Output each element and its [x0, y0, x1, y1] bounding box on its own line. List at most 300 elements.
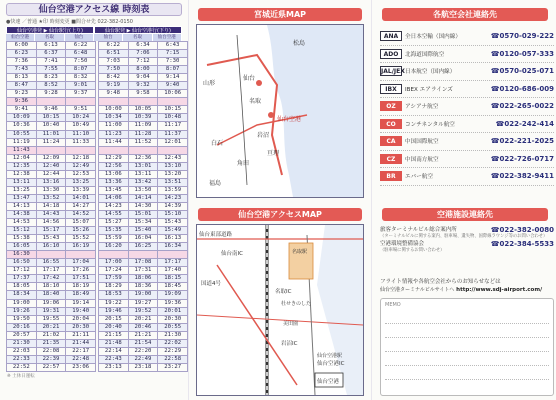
timetable-row: [7, 315, 188, 323]
timetable-cell: 15:10: [158, 210, 188, 218]
timetable-cell: 10:48: [158, 114, 188, 122]
timetable-cell: 12:40: [36, 162, 66, 170]
timetable-cell: 15:26: [66, 227, 96, 235]
timetable-cell: 23:06: [66, 363, 96, 371]
timetable-cell: 14:30: [128, 202, 158, 210]
airline-phone[interactable]: ☎0570-025-071: [490, 67, 554, 76]
timetable-cell: 12:56: [98, 162, 128, 170]
timetable-cell: 14:27: [66, 202, 96, 210]
timetable-cell: 7:41: [36, 58, 66, 66]
timetable-cell: 22:02: [158, 339, 188, 347]
timetable-cell: [128, 251, 158, 259]
timetable-cell: 17:08: [128, 259, 158, 267]
airline-code-badge: IBX: [380, 84, 402, 94]
timetable-cell: 20:21: [128, 315, 158, 323]
timetable-cell: [98, 98, 128, 106]
timetable-cell: 12:35: [7, 162, 37, 170]
airline-contact-row: [380, 46, 554, 64]
facility-description: （ターミナルビルに関する案内、駐車場、遺失物、国際線ラウンジ等のお問い合わせ）: [380, 234, 548, 239]
airline-contact-row: [380, 63, 554, 81]
timetable-cell: 18:06: [128, 275, 158, 283]
airline-code-badge: CA: [380, 136, 402, 146]
timetable-cell: 19:50: [7, 315, 37, 323]
timetable-cell: 20:21: [36, 323, 66, 331]
memo-line: [385, 323, 549, 324]
timetable-cell: 7:55: [36, 66, 66, 74]
timetable-cell: 12:09: [36, 154, 66, 162]
timetable-cell: 21:44: [66, 339, 96, 347]
timetable-cell: 20:30: [66, 323, 96, 331]
timetable-cell: 16:50: [7, 259, 37, 267]
airline-name: IBEX エアラインズ: [405, 86, 453, 93]
timetable-cell: 21:48: [98, 339, 128, 347]
timetable-cell: 10:49: [66, 122, 96, 130]
timetable-cell: 12:01: [158, 138, 188, 146]
timetable-table: [6, 41, 188, 372]
facility-phone[interactable]: ☎022-384-5533: [490, 240, 554, 248]
timetable-cell: 21:35: [36, 339, 66, 347]
timetable-cell: 18:40: [36, 291, 66, 299]
airline-phone[interactable]: ☎0570-029-222: [490, 32, 554, 41]
timetable-cell: 14:55: [98, 210, 128, 218]
timetable-cell: 19:36: [158, 299, 188, 307]
timetable-cell: 17:17: [36, 267, 66, 275]
fold-line: [371, 0, 372, 400]
timetable-cell: 15:43: [158, 219, 188, 227]
timetable-cell: 22:29: [158, 347, 188, 355]
timetable-row: [7, 283, 188, 291]
timetable-row: [7, 42, 188, 50]
airline-code-badge: CZ: [380, 154, 402, 164]
timetable-cell: 9:36: [7, 98, 37, 106]
timetable-row: [7, 251, 188, 259]
maps-panel: [190, 0, 370, 400]
timetable-cell: 13:50: [128, 186, 158, 194]
flight-info-line: フライト情報や各航空会社からのお知らせなどは: [380, 279, 501, 285]
timetable-cell: 11:43: [7, 146, 37, 154]
timetable-cell: 11:24: [36, 138, 66, 146]
timetable-row: [7, 267, 188, 275]
timetable-cell: 19:26: [7, 307, 37, 315]
timetable-row: [7, 98, 188, 106]
flight-info: [380, 278, 554, 294]
timetable-cell: 13:30: [36, 186, 66, 194]
timetable-cell: [98, 146, 128, 154]
timetable-cell: 20:01: [158, 307, 188, 315]
access-map: [196, 224, 364, 396]
airline-phone[interactable]: ☎022-242-414: [495, 119, 554, 128]
timetable-cell: 22:49: [128, 355, 158, 363]
timetable-cell: 15:07: [66, 219, 96, 227]
timetable-cell: 8:07: [158, 66, 188, 74]
timetable-cell: 20:16: [7, 323, 37, 331]
map-label: 角田: [237, 160, 250, 167]
timetable-cell: 7:15: [158, 50, 188, 58]
timetable-row: [7, 90, 188, 98]
timetable-cell: 14:01: [66, 194, 96, 202]
timetable-cell: 9:51: [66, 106, 96, 114]
airline-name: 全日本空輸（国内線）: [405, 34, 461, 41]
timetable-cell: 17:59: [98, 275, 128, 283]
timetable-cell: 7:06: [128, 50, 158, 58]
timetable-cell: 13:11: [7, 178, 37, 186]
airline-name: コンチネンタル航空: [405, 121, 455, 128]
timetable-cell: 19:06: [36, 299, 66, 307]
timetable-cell: 15:52: [66, 235, 96, 243]
timetable-cell: 10:55: [7, 130, 37, 138]
timetable-cell: 10:15: [158, 106, 188, 114]
timetable-cell: 10:05: [128, 106, 158, 114]
timetable-cell: 13:45: [98, 186, 128, 194]
timetable-cell: 12:43: [158, 154, 188, 162]
airline-contact-row: [380, 81, 554, 99]
timetable-cell: 19:27: [128, 299, 158, 307]
airlines-title: 各航空会社連絡先: [382, 8, 548, 21]
timetable-cell: 10:24: [66, 114, 96, 122]
timetable-cell: 12:38: [7, 170, 37, 178]
airline-contact-list: [380, 28, 554, 186]
timetable-row: [7, 355, 188, 363]
timetable-cell: 11:10: [66, 130, 96, 138]
airline-code-badge: CO: [380, 119, 402, 129]
timetable-cell: 14:56: [36, 219, 66, 227]
city-marker: [256, 80, 262, 86]
timetable-cell: 13:51: [158, 178, 188, 186]
timetable-cell: 13:16: [36, 178, 66, 186]
timetable-cell: 17:04: [66, 259, 96, 267]
timetable-legend: ●快速 ／普通 ★印 時刻変更 ■問合せ先 022-382-0150: [6, 19, 133, 25]
facility-description: （駐車場に関するお問い合わせ）: [380, 248, 445, 253]
airline-name: 中国国際航空: [405, 139, 439, 146]
timetable-cell: 22:58: [158, 355, 188, 363]
timetable-cell: 6:22: [66, 42, 96, 50]
timetable-cell: 11:44: [98, 138, 128, 146]
timetable-cell: 13:20: [158, 170, 188, 178]
timetable-cell: 10:15: [36, 114, 66, 122]
timetable-cell: 7:12: [128, 58, 158, 66]
timetable-cell: 9:32: [128, 82, 158, 90]
map-label: 杜せきのした: [281, 301, 312, 307]
memo-box: [380, 298, 554, 396]
timetable-cell: 19:31: [36, 307, 66, 315]
timetable-cell: 7:30: [158, 58, 188, 66]
timetable-cell: 18:19: [66, 283, 96, 291]
timetable-cell: 19:00: [128, 291, 158, 299]
regional-map-title: 宮城近県MAP: [198, 8, 362, 21]
map-label: 白石: [211, 140, 224, 147]
timetable-cell: 8:23: [36, 74, 66, 82]
timetable-row: [7, 82, 188, 90]
timetable-cell: 15:12: [7, 227, 37, 235]
timetable-cell: 6:13: [36, 42, 66, 50]
timetable-cell: 16:19: [66, 243, 96, 251]
timetable-cell: 13:10: [158, 162, 188, 170]
timetable-cell: 21:30: [158, 331, 188, 339]
timetable-cell: 17:12: [7, 267, 37, 275]
timetable-cell: 6:37: [36, 50, 66, 58]
timetable-row: [7, 154, 188, 162]
timetable-cell: 18:15: [158, 275, 188, 283]
timetable-cell: [98, 251, 128, 259]
timetable-cell: 15:40: [128, 227, 158, 235]
timetable-cell: 18:05: [7, 283, 37, 291]
timetable-cell: 17:31: [128, 267, 158, 275]
timetable-cell: 19:14: [66, 299, 96, 307]
map-label: 仙台南IC: [221, 251, 243, 257]
timetable-cell: 10:06: [158, 90, 188, 98]
timetable-cell: 17:51: [66, 275, 96, 283]
timetable-cell: 8:52: [36, 82, 66, 90]
timetable-cell: 9:37: [66, 90, 96, 98]
header-up: 仙台空港発 ▶ 仙台駅行(上り): [6, 26, 94, 34]
map-label: 仙台空港: [277, 116, 302, 123]
timetable-row: [7, 331, 188, 339]
timetable-cell: 8:00: [128, 66, 158, 74]
timetable-row: [7, 291, 188, 299]
timetable-cell: 11:28: [128, 130, 158, 138]
memo-line: [385, 365, 549, 366]
timetable-cell: 13:52: [36, 194, 66, 202]
header-down: 仙台駅発 ▶ 仙台空港行(下り): [94, 26, 182, 34]
timetable-cell: 13:39: [66, 186, 96, 194]
timetable-row: [7, 307, 188, 315]
timetable-cell: 20:57: [7, 331, 37, 339]
timetable-cell: [66, 146, 96, 154]
timetable-cell: 18:53: [98, 291, 128, 299]
timetable-cell: 22:39: [36, 355, 66, 363]
timetable-cell: 19:22: [98, 299, 128, 307]
col-header: 仙台: [65, 34, 94, 41]
timetable-row: [7, 170, 188, 178]
timetable-cell: 9:58: [128, 90, 158, 98]
timetable-cell: 12:29: [98, 154, 128, 162]
timetable-cell: 21:11: [66, 331, 96, 339]
timetable-cell: 11:19: [7, 138, 37, 146]
timetable-cell: 19:46: [98, 307, 128, 315]
timetable-cell: 19:52: [128, 307, 158, 315]
timetable-cell: 6:22: [98, 42, 128, 50]
timetable-cell: 6:23: [7, 50, 37, 58]
map-label: 仙台空港: [317, 379, 340, 385]
timetable-row: [7, 106, 188, 114]
timetable-cell: 11:00: [98, 122, 128, 130]
airline-contact-row: [380, 168, 554, 186]
airline-phone[interactable]: ☎022-382-9411: [490, 172, 554, 181]
timetable-row: [7, 186, 188, 194]
timetable-cell: 12:36: [128, 154, 158, 162]
timetable-cell: 15:59: [98, 235, 128, 243]
website-link[interactable]: http://www.sdj-airport.com/: [456, 287, 543, 293]
timetable-direction-header: [6, 26, 182, 34]
timetable-cell: 21:54: [128, 339, 158, 347]
timetable-cell: 17:24: [98, 267, 128, 275]
timetable-row: [7, 275, 188, 283]
timetable-cell: 11:33: [66, 138, 96, 146]
timetable-cell: 11:37: [158, 130, 188, 138]
timetable-cell: 12:53: [66, 170, 96, 178]
timetable-row: [7, 162, 188, 170]
timetable-cell: 12:18: [66, 154, 96, 162]
timetable-row: [7, 347, 188, 355]
map-label: 亘理: [267, 150, 280, 157]
airline-phone[interactable]: ☎022-265-0022: [490, 102, 554, 111]
map-label: 名取駅: [292, 249, 308, 255]
timetable-cell: 14:18: [36, 202, 66, 210]
timetable-cell: 8:13: [7, 74, 37, 82]
timetable-cell: 16:30: [7, 251, 37, 259]
timetable-row: [7, 146, 188, 154]
timetable-cell: 7:03: [98, 58, 128, 66]
airline-name: 北海道国際航空: [405, 51, 445, 58]
timetable-cell: 17:00: [98, 259, 128, 267]
timetable-cell: 11:17: [158, 122, 188, 130]
timetable-cell: 9:14: [158, 74, 188, 82]
access-map-graphic: [197, 225, 363, 395]
timetable-cell: 9:46: [36, 106, 66, 114]
col-header: 仙台: [94, 34, 123, 41]
timetable-cell: 10:39: [128, 114, 158, 122]
timetable-cell: 22:17: [66, 347, 96, 355]
timetable-cell: 13:36: [98, 178, 128, 186]
facility-contact-list: [380, 226, 554, 254]
timetable-cell: 21:21: [128, 331, 158, 339]
timetable-cell: 22:03: [7, 347, 37, 355]
timetable-cell: 9:04: [128, 74, 158, 82]
airline-contact-row: [380, 98, 554, 116]
facility-name: 空港環境整備協会: [380, 241, 425, 247]
timetable-row: [7, 299, 188, 307]
map-label: 国道4号: [201, 281, 221, 287]
timetable-cell: 20:30: [158, 315, 188, 323]
timetable-cell: 9:01: [66, 82, 96, 90]
timetable-cell: 15:01: [128, 210, 158, 218]
map-label: 岩沼: [257, 132, 270, 139]
timetable-row: [7, 219, 188, 227]
airline-contact-row: [380, 116, 554, 134]
timetable-title: 仙台空港アクセス線 時刻表: [6, 3, 182, 16]
col-header: 仙台空港: [6, 34, 35, 41]
timetable-cell: 16:05: [7, 243, 37, 251]
map-label: 仙台空港駅: [317, 353, 343, 359]
timetable-cell: 16:10: [36, 243, 66, 251]
contacts-panel: [374, 0, 556, 400]
timetable-cell: 10:36: [7, 122, 37, 130]
timetable-cell: [66, 98, 96, 106]
timetable-cell: 13:01: [128, 162, 158, 170]
timetable-cell: [36, 98, 66, 106]
timetable-cell: 13:25: [7, 186, 37, 194]
timetable-cell: 6:00: [7, 42, 37, 50]
airline-phone[interactable]: ☎022-221-2025: [490, 137, 554, 146]
col-header: 名取: [123, 34, 152, 41]
timetable-cell: [158, 146, 188, 154]
timetable-note: ※ 土休日運転: [7, 373, 35, 379]
timetable-cell: 14:23: [158, 194, 188, 202]
airline-code-badge: JAL/JEX: [381, 68, 405, 76]
timetable-row: [7, 323, 188, 331]
timetable-cell: 20:40: [98, 323, 128, 331]
timetable-cell: [36, 146, 66, 154]
timetable-cell: 17:17: [158, 259, 188, 267]
airline-phone[interactable]: ☎0120-057-333: [490, 49, 554, 58]
timetable-cell: 20:55: [158, 323, 188, 331]
timetable-cell: 13:59: [158, 186, 188, 194]
timetable-row: [7, 178, 188, 186]
timetable-cell: 19:09: [158, 291, 188, 299]
timetable-cell: 9:28: [36, 90, 66, 98]
airline-phone[interactable]: ☎0120-686-009: [490, 84, 554, 93]
timetable-cell: 18:34: [7, 291, 37, 299]
timetable-row: [7, 339, 188, 347]
timetable-cell: 20:04: [66, 315, 96, 323]
timetable-cell: 23:27: [158, 363, 188, 371]
timetable-cell: 22:57: [36, 363, 66, 371]
timetable-cell: 7:36: [7, 58, 37, 66]
timetable-cell: 8:42: [98, 74, 128, 82]
timetable-cell: [158, 251, 188, 259]
timetable-row: [7, 202, 188, 210]
timetable-row: [7, 210, 188, 218]
timetable-cell: 19:00: [7, 299, 37, 307]
timetable-row: [7, 114, 188, 122]
timetable-cell: 22:52: [7, 363, 37, 371]
timetable-cell: 22:48: [66, 355, 96, 363]
timetable-row: [7, 194, 188, 202]
airline-code-badge: OZ: [380, 101, 402, 111]
timetable-cell: 22:08: [36, 347, 66, 355]
timetable-cell: 11:01: [36, 130, 66, 138]
timetable-cell: 6:43: [158, 42, 188, 50]
airline-name: 中国南方航空: [405, 156, 439, 163]
airline-contact-row: [380, 133, 554, 151]
airline-code-badge: BR: [380, 171, 402, 181]
col-header: 仙台空港: [153, 34, 182, 41]
timetable-cell: 21:15: [98, 331, 128, 339]
memo-line: [385, 379, 549, 380]
timetable-panel: [0, 0, 188, 400]
timetable-cell: 7:50: [98, 66, 128, 74]
timetable-cell: 14:13: [7, 202, 37, 210]
timetable-cell: 14:14: [128, 194, 158, 202]
map-label: 山形: [203, 80, 216, 87]
airline-code-badge: ADO: [380, 49, 402, 59]
timetable-cell: 13:06: [98, 170, 128, 178]
airline-phone[interactable]: ☎022-726-0717: [490, 154, 554, 163]
timetable-cell: 16:55: [36, 259, 66, 267]
timetable-cell: 10:34: [98, 114, 128, 122]
timetable-cell: 9:23: [7, 90, 37, 98]
timetable-cell: 19:55: [36, 315, 66, 323]
timetable-cell: 18:29: [98, 283, 128, 291]
timetable-cell: 13:25: [66, 178, 96, 186]
facility-phone[interactable]: ☎022-382-0080: [490, 226, 554, 234]
timetable-cell: 23:18: [128, 363, 158, 371]
fold-line: [188, 0, 189, 400]
airline-contact-row: [380, 28, 554, 46]
timetable-cell: 9:41: [7, 106, 37, 114]
timetable-cell: 9:40: [158, 82, 188, 90]
memo-line: [385, 337, 549, 338]
timetable-cell: [158, 98, 188, 106]
timetable-cell: 16:34: [158, 243, 188, 251]
map-label: 岩沼IC: [281, 341, 298, 347]
timetable-cell: 15:38: [7, 235, 37, 243]
memo-label: MEMO: [385, 302, 401, 308]
timetable-cell: 15:34: [128, 219, 158, 227]
timetable-row: [7, 58, 188, 66]
timetable-cell: 14:43: [36, 210, 66, 218]
memo-line: [385, 351, 549, 352]
